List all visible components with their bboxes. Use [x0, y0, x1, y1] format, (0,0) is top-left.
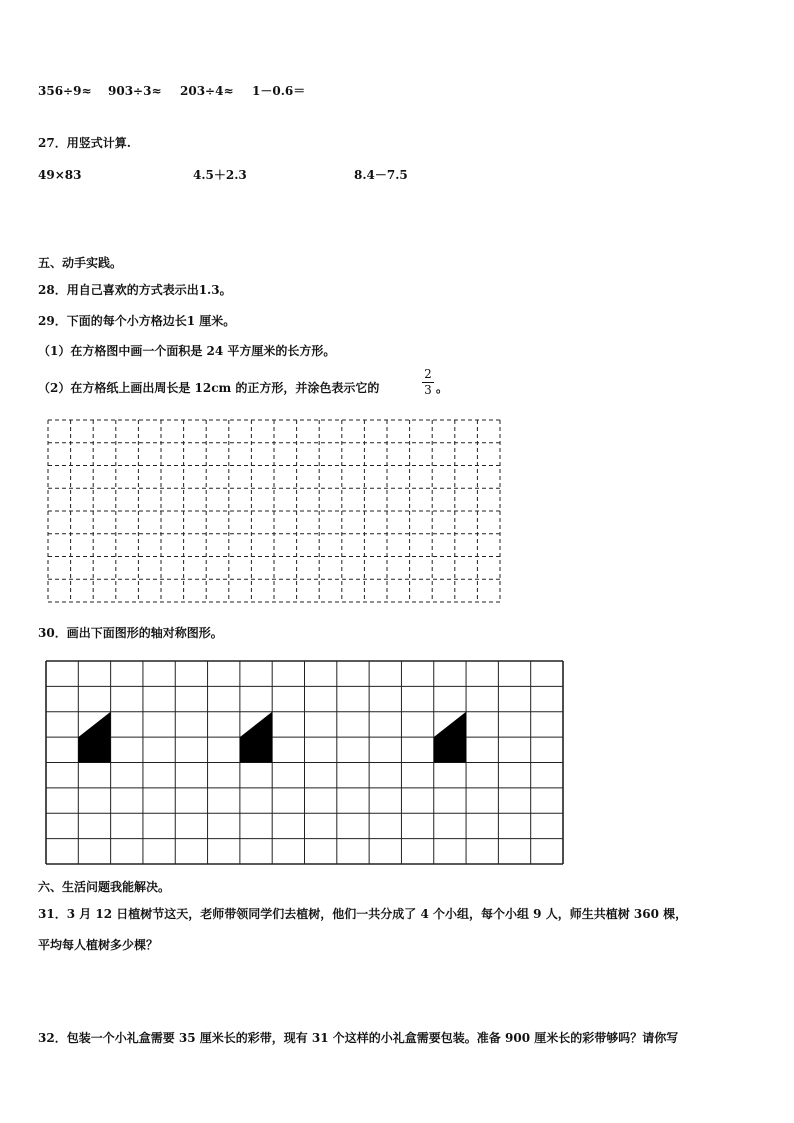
expr-903-div-3: 903÷3≈	[108, 84, 162, 98]
question-28: 28．用自己喜欢的方式表示出1.3。	[38, 283, 232, 297]
expr-356-div-9: 356÷9≈	[38, 84, 92, 98]
question-29-part-1: （1）在方格图中画一个面积是 24 平方厘米的长方形。	[38, 344, 336, 358]
section-5-heading: 五、动手实践。	[38, 256, 123, 270]
trapezoid-shape-3	[434, 712, 466, 763]
question-29-title: 29．下面的每个小方格边长1 厘米。	[38, 314, 236, 328]
expr-8-4-minus-7-5: 8.4－7.5	[354, 168, 408, 182]
question-31-line-2: 平均每人植树多少棵？	[38, 938, 159, 952]
question-27-title: 27．用竖式计算.	[38, 136, 131, 150]
dashed-square-grid[interactable]	[48, 420, 500, 602]
fraction-numerator: 2	[424, 367, 432, 381]
question-29-part-2	[38, 380, 379, 396]
symmetry-grid[interactable]	[46, 661, 563, 864]
expr-4-5-plus-2-3: 4.5＋2.3	[193, 168, 247, 182]
question-29-part-2-text: （2）在方格纸上画出周长是 12cm 的正方形，并涂色表示它的	[38, 381, 380, 395]
trapezoid-shape-2	[240, 712, 272, 763]
trapezoid-shape-1	[78, 712, 110, 763]
fraction-denominator: 3	[424, 383, 432, 397]
fraction-two-thirds	[422, 368, 434, 397]
question-32-line-1: 32．包装一个小礼盒需要 35 厘米长的彩带，现有 31 个这样的小礼盒需要包装。准备 900 厘米长的彩带够吗？请你写	[38, 1031, 679, 1045]
expr-1-minus-0-6: 1－0.6＝	[252, 84, 306, 98]
question-31-line-1: 31．3 月 12 日植树节这天，老师带领同学们去植树，他们一共分成了 4 个小组，每个小组 9 人，师生共植树 360 棵，	[38, 907, 688, 921]
question-30-title: 30．画出下面图形的轴对称图形。	[38, 626, 223, 640]
expr-49-times-83: 49×83	[38, 168, 82, 182]
section-6-heading: 六、生活问题我能解决。	[38, 880, 171, 894]
question-29-part-2-end: 。	[436, 381, 449, 395]
expr-203-div-4: 203÷4≈	[180, 84, 234, 98]
